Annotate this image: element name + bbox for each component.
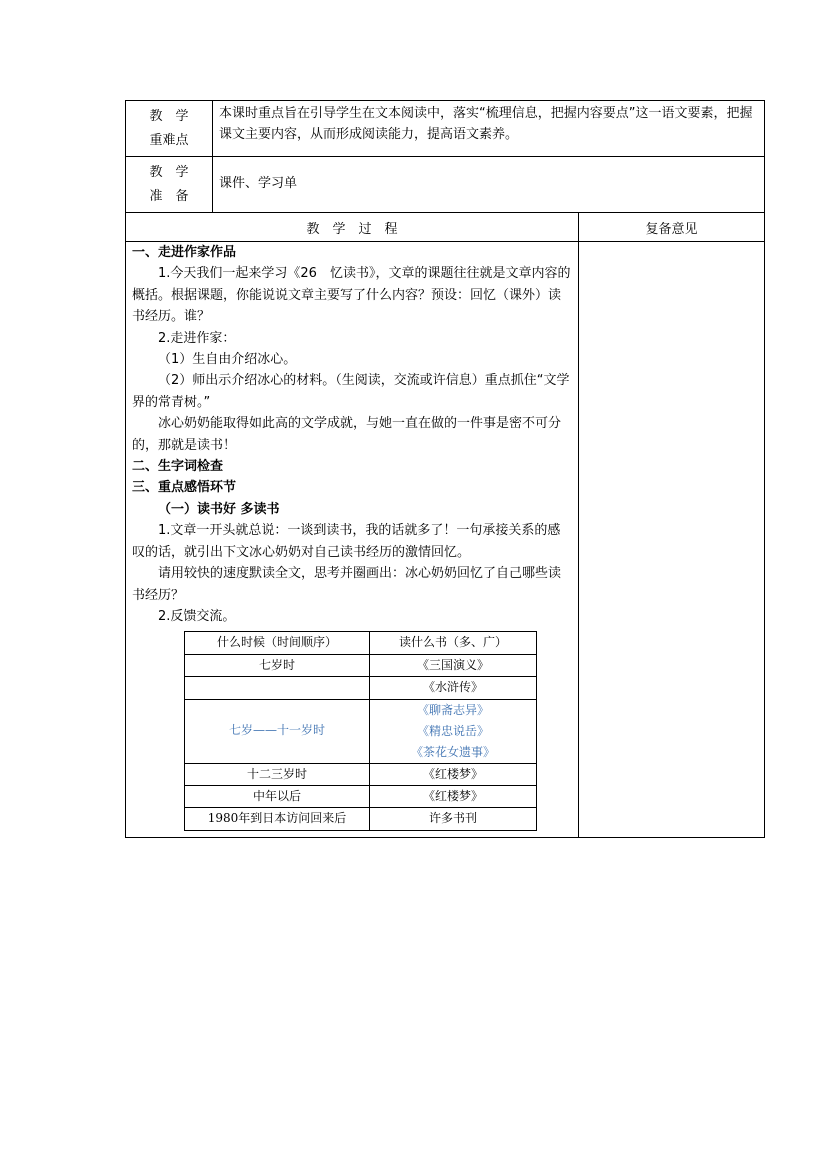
section-2-title: 二、生字词检查	[132, 459, 224, 475]
process-content	[126, 242, 579, 838]
focus-text: 本课时重点旨在引导学生在文本阅读中，落实“梳理信息，把握内容要点”这一语文要素，把握课文主要内容，从而形成阅读能力，提高语文素养。	[213, 101, 765, 157]
section-1-title: 一、走进作家作品	[132, 245, 237, 260]
paragraph-2: 2.走进作家：	[158, 330, 236, 346]
prep-label: 教 学 准 备	[126, 157, 213, 213]
focus-label: 教 学 重难点	[126, 101, 213, 157]
books-column-header: 读什么书（多、广）	[370, 632, 537, 654]
paragraph-5: 冰心奶奶能取得如此高的文学成就，与她一直在做的一件事是密不可分的，那就是读书！	[132, 416, 562, 453]
subsection-1-title: （一）读书好 多读书	[158, 501, 280, 517]
table-row: 1980年到日本访问回来后 许多书刊	[185, 808, 537, 830]
process-header-row	[126, 213, 765, 242]
paragraph-6: 1.文章一开头就总说：一谈到读书，我的话就多了！一句承接关系的感叹的话，就引出下文冰心奶奶对自己读书经历的激情回忆。	[132, 523, 561, 560]
table-row: 七岁时 《三国演义》	[185, 654, 537, 676]
paragraph-3: （1）生自由介绍冰心。	[158, 352, 297, 368]
time-column-header: 什么时候（时间顺序）	[185, 632, 370, 654]
notes-header: 复备意见	[579, 213, 765, 242]
focus-row	[126, 101, 765, 157]
reading-table-header	[185, 632, 537, 654]
paragraph-4: （2）师出示介绍冰心的材料。（生阅读，交流或许信息）重点抓住“文学界的常青树。”	[132, 373, 570, 410]
table-row: 中年以后 《红楼梦》	[185, 785, 537, 807]
notes-cell	[579, 242, 765, 838]
process-header: 教 学 过 程	[126, 213, 579, 242]
process-row	[126, 242, 765, 838]
reading-history-table	[184, 631, 537, 830]
paragraph-8: 2.反馈交流。	[158, 608, 236, 624]
highlighted-books: 《聊斋志异》 《精忠说岳》 《茶花女遗事》	[370, 699, 537, 763]
table-row: 七岁——十一岁时 《聊斋志异》 《精忠说岳》 《茶花女遗事》	[185, 699, 537, 763]
lesson-plan-table	[125, 100, 765, 838]
paragraph-1: 1.今天我们一起来学习《26 忆读书》，文章的课题往往就是文章内容的概括。根据课题，你能说说文章主要写了什么内容？预设：回忆（课外）读书经历。谁？	[132, 266, 571, 325]
prep-text: 课件、学习单	[213, 157, 765, 213]
table-row: 《水浒传》	[185, 677, 537, 699]
table-row: 十二三岁时 《红楼梦》	[185, 763, 537, 785]
prep-row	[126, 157, 765, 213]
paragraph-7: 请用较快的速度默读全文，思考并圈画出：冰心奶奶回忆了自己哪些读书经历？	[132, 566, 562, 603]
section-3-title: 三、重点感悟环节	[132, 480, 237, 496]
